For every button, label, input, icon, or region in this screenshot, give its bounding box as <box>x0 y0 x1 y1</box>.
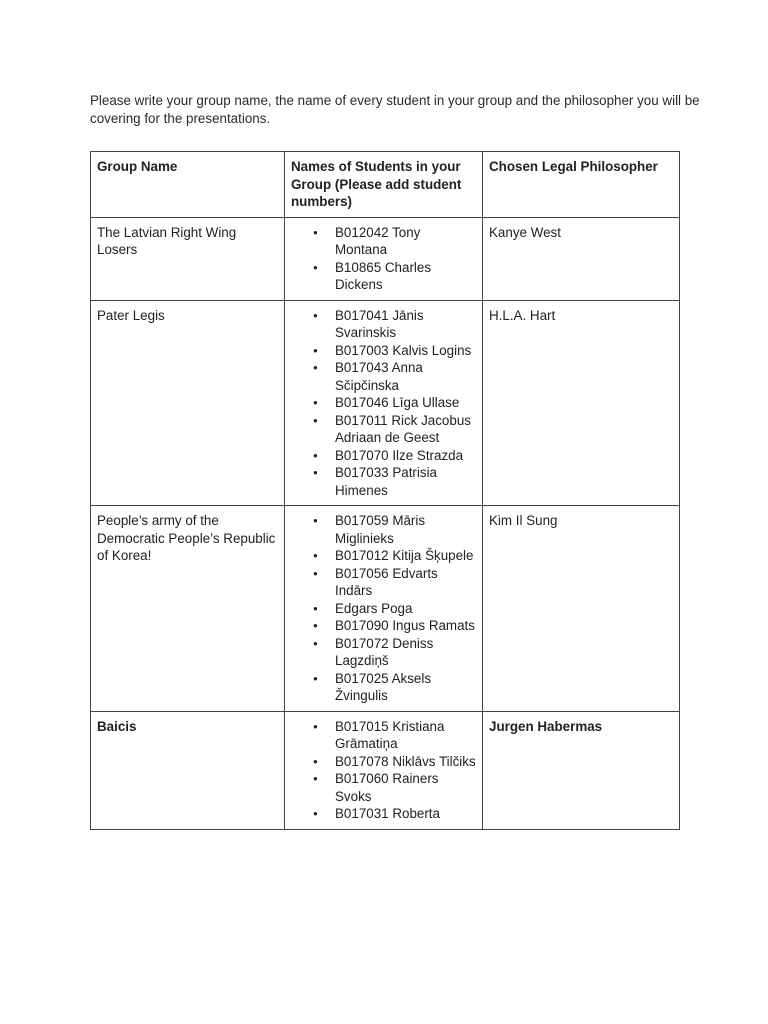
group-name-cell: Pater Legis <box>91 300 285 506</box>
list-item: ● B017070 Ilze Strazda <box>335 447 476 465</box>
list-item: ● B017041 Jānis Svarinskis <box>335 307 476 342</box>
list-item: ● B017033 Patrisia Himenes <box>335 464 476 499</box>
students-cell <box>285 300 483 506</box>
philosopher-cell: Kim Il Sung <box>483 506 680 712</box>
list-item: ● B10865 Charles Dickens <box>335 259 476 294</box>
intro-text: Please write your group name, the name of every student in your group and the philosopher you will be covering for the presentations. <box>90 93 700 126</box>
list-item: ● B012042 Tony Montana <box>335 224 476 259</box>
table-header-row <box>91 152 680 218</box>
list-item: ● B017043 Anna Sčipčinska <box>335 359 476 394</box>
list-item: ● B017025 Aksels Žvingulis <box>335 670 476 705</box>
student-list <box>291 224 476 294</box>
student-list <box>291 512 476 705</box>
list-item: ● B017012 Kitija Šķupele <box>335 547 476 565</box>
student-list <box>291 307 476 500</box>
table-row <box>91 506 680 712</box>
students-cell <box>285 217 483 300</box>
philosopher-cell: Jurgen Habermas <box>483 711 680 829</box>
list-item: ● B017078 Niklāvs Tilčiks <box>335 753 476 771</box>
header-group-name: Group Name <box>91 152 285 218</box>
group-name-cell: People’s army of the Democratic People’s Republic of Korea! <box>91 506 285 712</box>
philosopher-cell: H.L.A. Hart <box>483 300 680 506</box>
student-list <box>291 718 476 823</box>
header-student-names: Names of Students in your Group (Please add student numbers) <box>285 152 483 218</box>
header-legal-philosopher: Chosen Legal Philosopher <box>483 152 680 218</box>
philosopher-cell: Kanye West <box>483 217 680 300</box>
groups-table <box>90 151 680 830</box>
group-name-cell: The Latvian Right Wing Losers <box>91 217 285 300</box>
list-item: ● B017046 Līga Ullase <box>335 394 476 412</box>
list-item: ● B017031 Roberta <box>335 805 476 823</box>
list-item: ● B017011 Rick Jacobus Adriaan de Geest <box>335 412 476 447</box>
group-name-cell: Baicis <box>91 711 285 829</box>
students-cell <box>285 506 483 712</box>
list-item: ● B017072 Deniss Lagzdiņš <box>335 635 476 670</box>
table-row <box>91 711 680 829</box>
list-item: ● B017090 Ingus Ramats <box>335 617 476 635</box>
list-item: ● B017056 Edvarts Indārs <box>335 565 476 600</box>
list-item: ● B017015 Kristiana Grāmatiņa <box>335 718 476 753</box>
list-item: ● B017003 Kalvis Logins <box>335 342 476 360</box>
list-item: ● B017059 Māris Miglinieks <box>335 512 476 547</box>
students-cell <box>285 711 483 829</box>
table-row <box>91 300 680 506</box>
table-row <box>91 217 680 300</box>
list-item: ● Edgars Poga <box>335 600 476 618</box>
list-item: ● B017060 Rainers Svoks <box>335 770 476 805</box>
